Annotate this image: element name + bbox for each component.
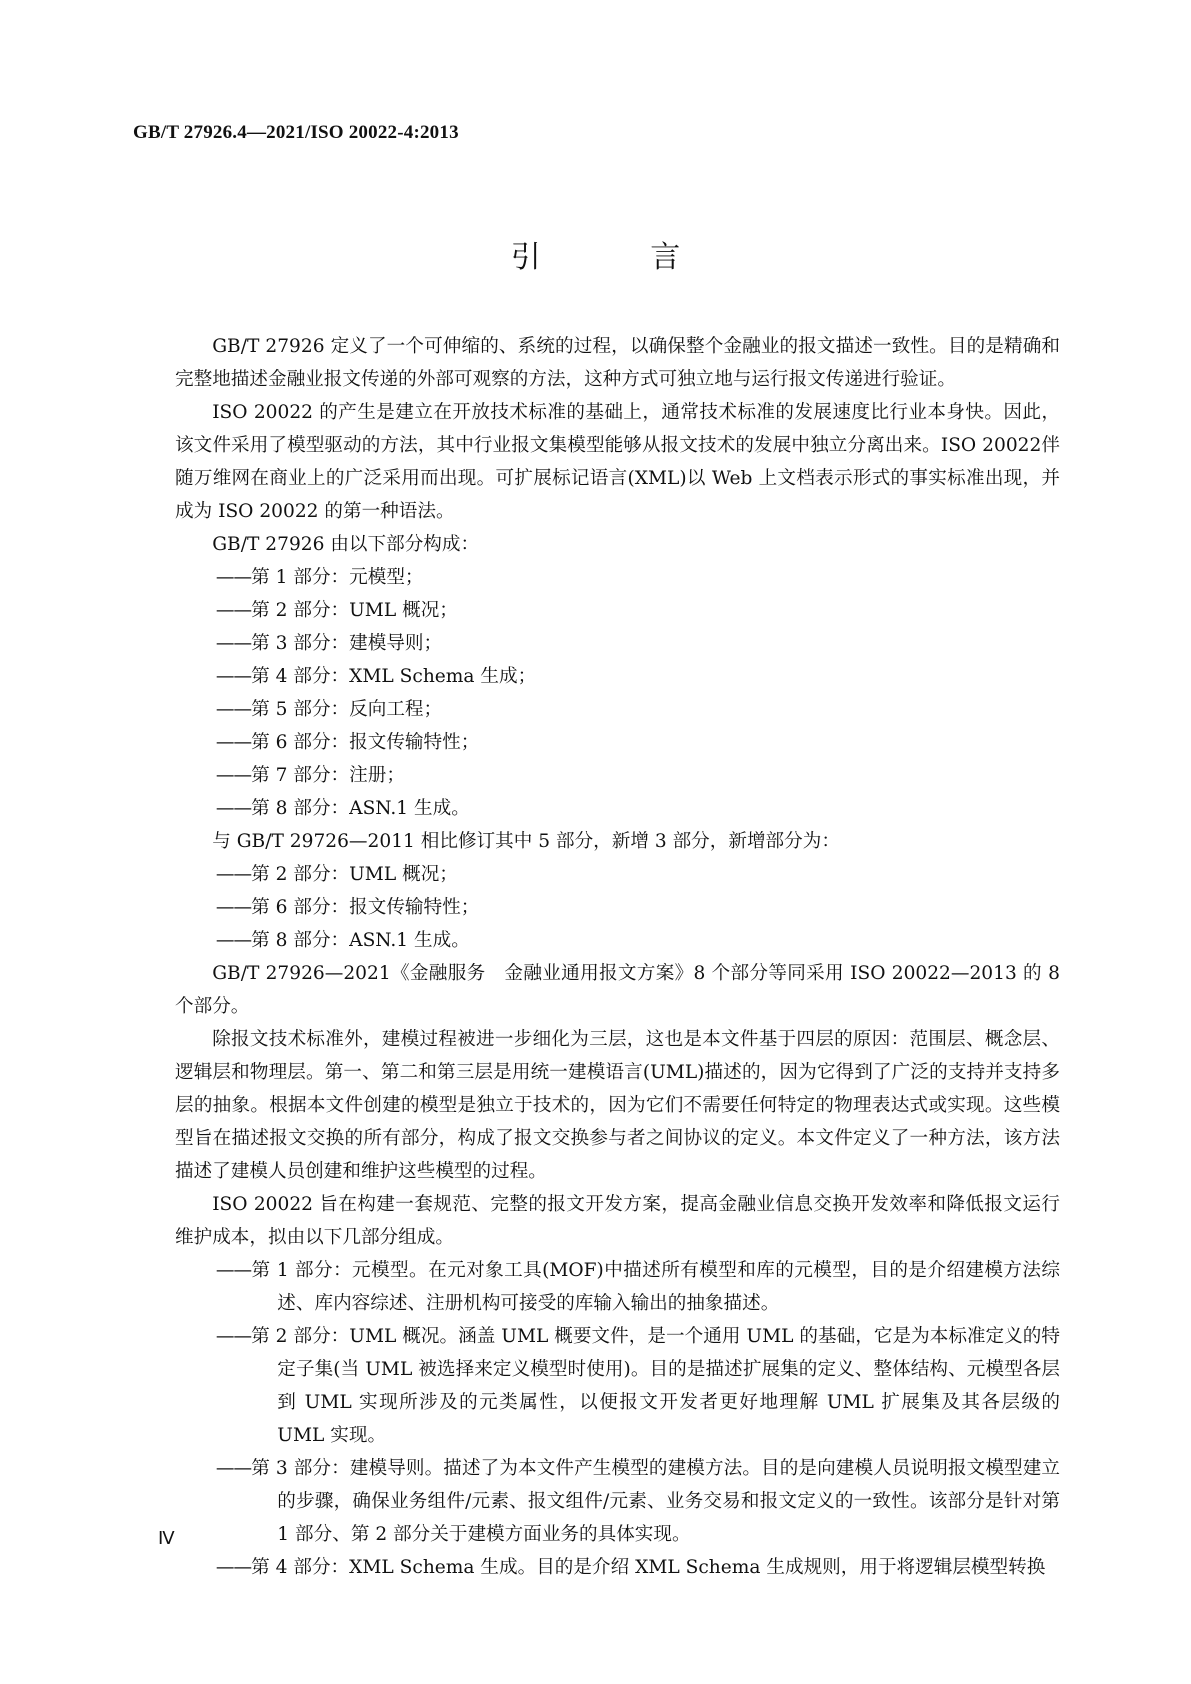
paragraph: GB/T 27926 由以下部分构成： <box>212 534 480 555</box>
paragraph: 与 GB/T 29726—2011 相比修订其中 5 部分，新增 3 部分，新增部分为： <box>212 831 840 852</box>
list-item: ——第 3 部分：建模导则； <box>215 633 443 654</box>
standard-code-header: GB/T 27926.4—2021/ISO 20022-4:2013 <box>133 122 459 143</box>
paragraph: GB/T 27926—2021《金融服务 金融业通用报文方案》8 个部分等同采用 ISO 20022—2013 的 8 个部分。 <box>175 963 1060 1017</box>
list-item: ——第 3 部分：建模导则。描述了为本文件产生模型的建模方法。目的是向建模人员说明报文模型建立的步骤，确保业务组件/元素、报文组件/元素、业务交易和报文定义的一致性。该部分是针对第 1 部分、第 2 部分关于建模方面业务的具体实现。 <box>215 1458 1060 1545</box>
list-item: ——第 2 部分：UML 概况； <box>215 600 458 621</box>
paragraph: ISO 20022 旨在构建一套规范、完整的报文开发方案，提高金融业信息交换开发效率和降低报文运行维护成本，拟由以下几部分组成。 <box>175 1194 1060 1248</box>
list-item: ——第 8 部分：ASN.1 生成。 <box>215 798 470 819</box>
list-item: ——第 1 部分：元模型。在元对象工具(MOF)中描述所有模型和库的元模型，目的是介绍建模方法综述、库内容综述、注册机构可接受的库输入输出的抽象描述。 <box>215 1260 1060 1314</box>
paragraph: ISO 20022 的产生是建立在开放技术标准的基础上，通常技术标准的发展速度比行业本身快。因此，该文件采用了模型驱动的方法，其中行业报文集模型能够从报文技术的发展中独立分离出来。ISO 20022伴随万维网在商业上的广泛采用而出现。可扩展标记语言(XML)以 Web 上文档表示形式的事实标准出现，并成为 ISO 20022 的第一种语法。 <box>175 402 1060 522</box>
page-number: Ⅳ <box>158 1528 175 1548</box>
list-item: ——第 4 部分：XML Schema 生成。目的是介绍 XML Schema 生成规则，用于将逻辑层模型转换 <box>215 1557 1046 1578</box>
paragraph: 除报文技术标准外，建模过程被进一步细化为三层，这也是本文件基于四层的原因：范围层、概念层、逻辑层和物理层。第一、第二和第三层是用统一建模语言(UML)描述的，因为它得到了广泛的支持并支持多层的抽象。根据本文件创建的模型是独立于技术的，因为它们不需要任何特定的物理表达式或实现。这些模型旨在描述报文交换的所有部分，构成了报文交换参与者之间协议的定义。本文件定义了一种方法，该方法描述了建模人员创建和维护这些模型的过程。 <box>175 1029 1060 1182</box>
list-item: ——第 5 部分：反向工程； <box>215 699 443 720</box>
list-item: ——第 2 部分：UML 概况； <box>215 864 458 885</box>
body-content <box>175 330 1060 1584</box>
list-item: ——第 6 部分：报文传输特性； <box>215 897 480 918</box>
list-item: ——第 1 部分：元模型； <box>215 567 424 588</box>
list-item: ——第 2 部分：UML 概况。涵盖 UML 概要文件，是一个通用 UML 的基础，它是为本标准定义的特定子集(当 UML 被选择来定义模型时使用)。目的是描述扩展集的定义、整体结构、元模型各层到 UML 实现所涉及的元类属性，以便报文开发者更好地理解 UML 扩展集及其各层级的 UML 实现。 <box>215 1326 1060 1446</box>
list-item: ——第 8 部分：ASN.1 生成。 <box>215 930 470 951</box>
list-item: ——第 6 部分：报文传输特性； <box>215 732 480 753</box>
list-item: ——第 4 部分：XML Schema 生成； <box>215 666 537 687</box>
section-title: 引 言 <box>510 240 731 275</box>
paragraph: GB/T 27926 定义了一个可伸缩的、系统的过程，以确保整个金融业的报文描述一致性。目的是精确和完整地描述金融业报文传递的外部可观察的方法，这种方式可独立地与运行报文传递进行验证。 <box>175 336 1060 390</box>
list-item: ——第 7 部分：注册； <box>215 765 405 786</box>
